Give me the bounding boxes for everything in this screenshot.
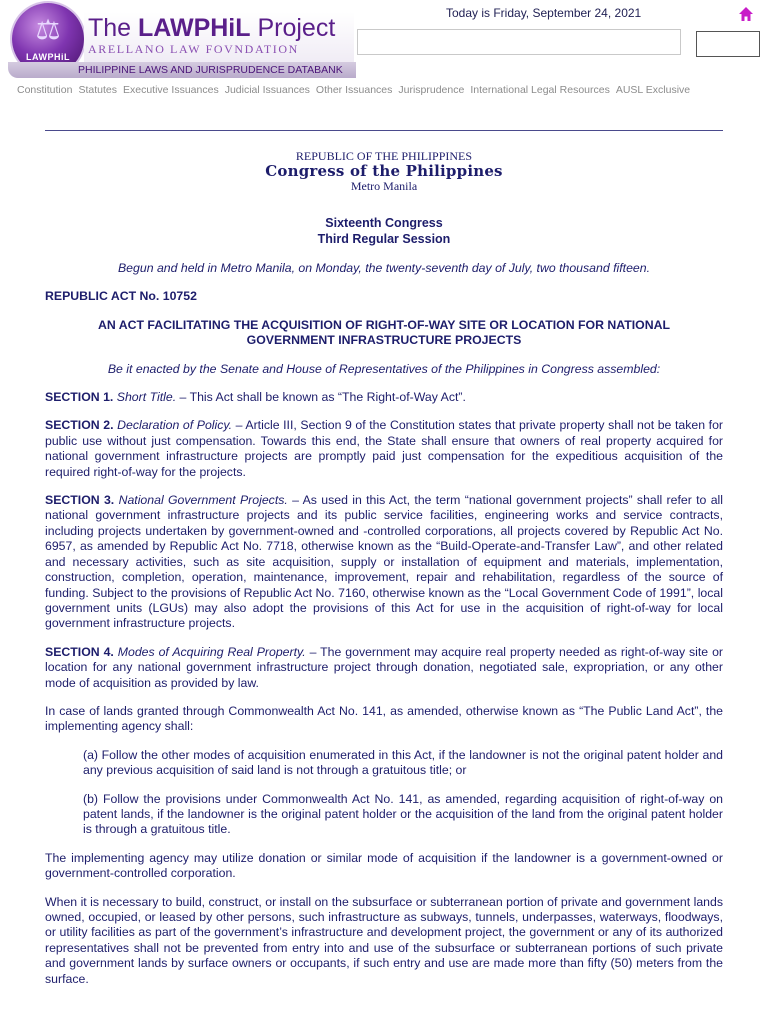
- current-date: Today is Friday, September 24, 2021: [446, 6, 642, 20]
- nav-link-other-issuances[interactable]: Other Issuances: [315, 84, 393, 96]
- databank-tagline: PHILIPPINE LAWS AND JURISPRUDENCE DATABANK: [78, 64, 343, 76]
- section-text: – This Act shall be known as “The Right-of-Way Act”.: [176, 390, 466, 405]
- header-divider: [45, 130, 723, 131]
- paragraph-donation: The implementing agency may utilize donation or similar mode of acquisition if the landowner is a government-owned or government-controlled corporation.: [45, 850, 723, 881]
- search-button[interactable]: [696, 31, 760, 57]
- site-title-brand: LAWPHiL: [138, 14, 251, 42]
- session-heading: [45, 215, 723, 247]
- site-title-suffix: Project: [250, 14, 336, 42]
- nav-item-statutes: [78, 84, 117, 96]
- section-text: – As used in this Act, the term “national government projects” shall refer to all national government infrastructure projects and its public service facilities, engineering works and service contracts, including projects undertaken by government-owned and -controlled corporations, all projects covered by Republic Act No. 6957, as amended by Republic Act No. 7718, otherwise known as the “Build-Operate-and-Transfer Law”, and other related and necessary activities, such as site acquisition, supply or installation of equipment and materials, implementation, construction, completion, operation, maintenance, improvement, repair and rehabilitation, regardless of the source of funding. Subject to the provisions of Republic Act No. 7160, otherwise known as the “Local Government Code of 1991”, local government units (LGUs) may also adopt the provisions of this Act for use in the acquisition of right-of-way for local government infrastructure projects.: [45, 493, 723, 631]
- act-title: AN ACT FACILITATING THE ACQUISITION OF RIGHT-OF-WAY SITE OR LOCATION FOR NATIONAL GOVERNMENT INFRASTRUCTURE PROJECTS: [97, 317, 670, 348]
- section-text: – The government may acquire real property needed as right-of-way site or location for any national government infrastructure project through donation, negotiated sale, expropriation, or any other mode of acquisition as provided by law.: [45, 644, 723, 690]
- nav-link-executive-issuances[interactable]: Executive Issuances: [122, 84, 219, 96]
- begun-statement: Begun and held in Metro Manila, on Monday, the twenty-seventh day of July, two thousand fifteen.: [117, 261, 651, 275]
- metro-manila-heading: Metro Manila: [350, 179, 418, 193]
- nav-item-constitution: [17, 84, 72, 96]
- main-nav: [17, 84, 696, 96]
- nav-link-constitution[interactable]: Constitution: [17, 84, 73, 96]
- site-title[interactable]: [88, 13, 335, 43]
- section-text: – Article III, Section 9 of the Constitution states that private property shall not be taken for public use without just compensation. Towards this end, the State shall ensure that owners of real property acquired for national government infrastructure projects are promptly paid just compensation for the expeditious acquisition of the required right-of-way for the projects.: [45, 418, 724, 479]
- regular-session: Third Regular Session: [317, 232, 451, 246]
- section-label: SECTION 1.: [45, 390, 114, 405]
- section-2: [45, 418, 723, 480]
- nav-link-judicial-issuances[interactable]: Judicial Issuances: [224, 84, 310, 96]
- seal-wordmark: LAWPHiL: [26, 52, 70, 62]
- list-item-a: (a) Follow the other modes of acquisition enumerated in this Act, if the landowner is not the original patent holder and any previous acquisition of said land is not through a gratuitous title; or: [83, 747, 723, 778]
- search-input[interactable]: [357, 29, 681, 55]
- paragraph-subsurface: When it is necessary to build, construct, or install on the subsurface or subterranean portion of private and government lands owned, occupied, or leased by other persons, such infrastructure as subways, tunnels, underpasses, waterways, floodways, or utility facilities as part of the government’s infrastructure and development project, the government or any of its authorized representatives shall not be prevented from entry into and use of the subsurface or subterranean portions of such private and government lands by surface owners or occupants, if such entry and use are made more than fifty (50) meters from the surface.: [45, 894, 723, 986]
- section-title: Declaration of Policy.: [117, 418, 233, 433]
- nav-item-jurisprudence: [398, 84, 464, 96]
- nav-link-ausl-exclusive[interactable]: AUSL Exclusive: [615, 84, 691, 96]
- site-title-prefix: The: [88, 14, 139, 42]
- congress-heading: Congress of the Philippines: [265, 162, 503, 180]
- home-icon[interactable]: [738, 6, 754, 22]
- nav-link-international-legal-resources[interactable]: International Legal Resources: [470, 84, 610, 96]
- nav-item-ausl-exclusive: [616, 84, 690, 96]
- nav-item-judicial-issuances: [225, 84, 310, 96]
- congress-number: Sixteenth Congress: [325, 216, 443, 230]
- site-subtitle: ARELLANO LAW FOVNDATION: [88, 42, 299, 56]
- republic-heading: REPUBLIC OF THE PHILIPPINES: [295, 149, 473, 163]
- section-label: SECTION 4.: [45, 644, 114, 659]
- republic-act-number: REPUBLIC ACT No. 10752: [45, 289, 197, 304]
- section-title: Modes of Acquiring Real Property.: [117, 644, 306, 659]
- nav-item-other-issuances: [316, 84, 392, 96]
- section-title: Short Title.: [116, 390, 177, 405]
- site-header: [0, 0, 768, 100]
- section-title: National Government Projects.: [118, 493, 288, 508]
- section-label: SECTION 3.: [45, 493, 115, 508]
- law-document: [45, 150, 723, 999]
- nav-item-executive-issuances: [123, 84, 219, 96]
- nav-link-jurisprudence[interactable]: Jurisprudence: [398, 84, 465, 96]
- nav-item-international-legal-resources: [470, 84, 610, 96]
- section-4: [45, 645, 723, 691]
- section-label: SECTION 2.: [45, 418, 114, 433]
- section-3: [45, 493, 723, 632]
- scales-of-justice-icon: ⚖: [35, 13, 61, 46]
- nav-link-statutes[interactable]: Statutes: [78, 84, 117, 96]
- section-1: [45, 390, 723, 405]
- list-item-b: (b) Follow the provisions under Commonwealth Act No. 141, as amended, regarding acquisition of right-of-way on patent lands, if the landowner is the original patent holder or the acquisition of the land from the original patent holder is through a gratuitous title.: [83, 791, 723, 837]
- enacting-clause: Be it enacted by the Senate and House of Representatives of the Philippines in Congress assembled:: [107, 361, 661, 376]
- paragraph-public-land: In case of lands granted through Commonwealth Act No. 141, as amended, otherwise known as “The Public Land Act”, the implementing agency shall:: [45, 703, 723, 734]
